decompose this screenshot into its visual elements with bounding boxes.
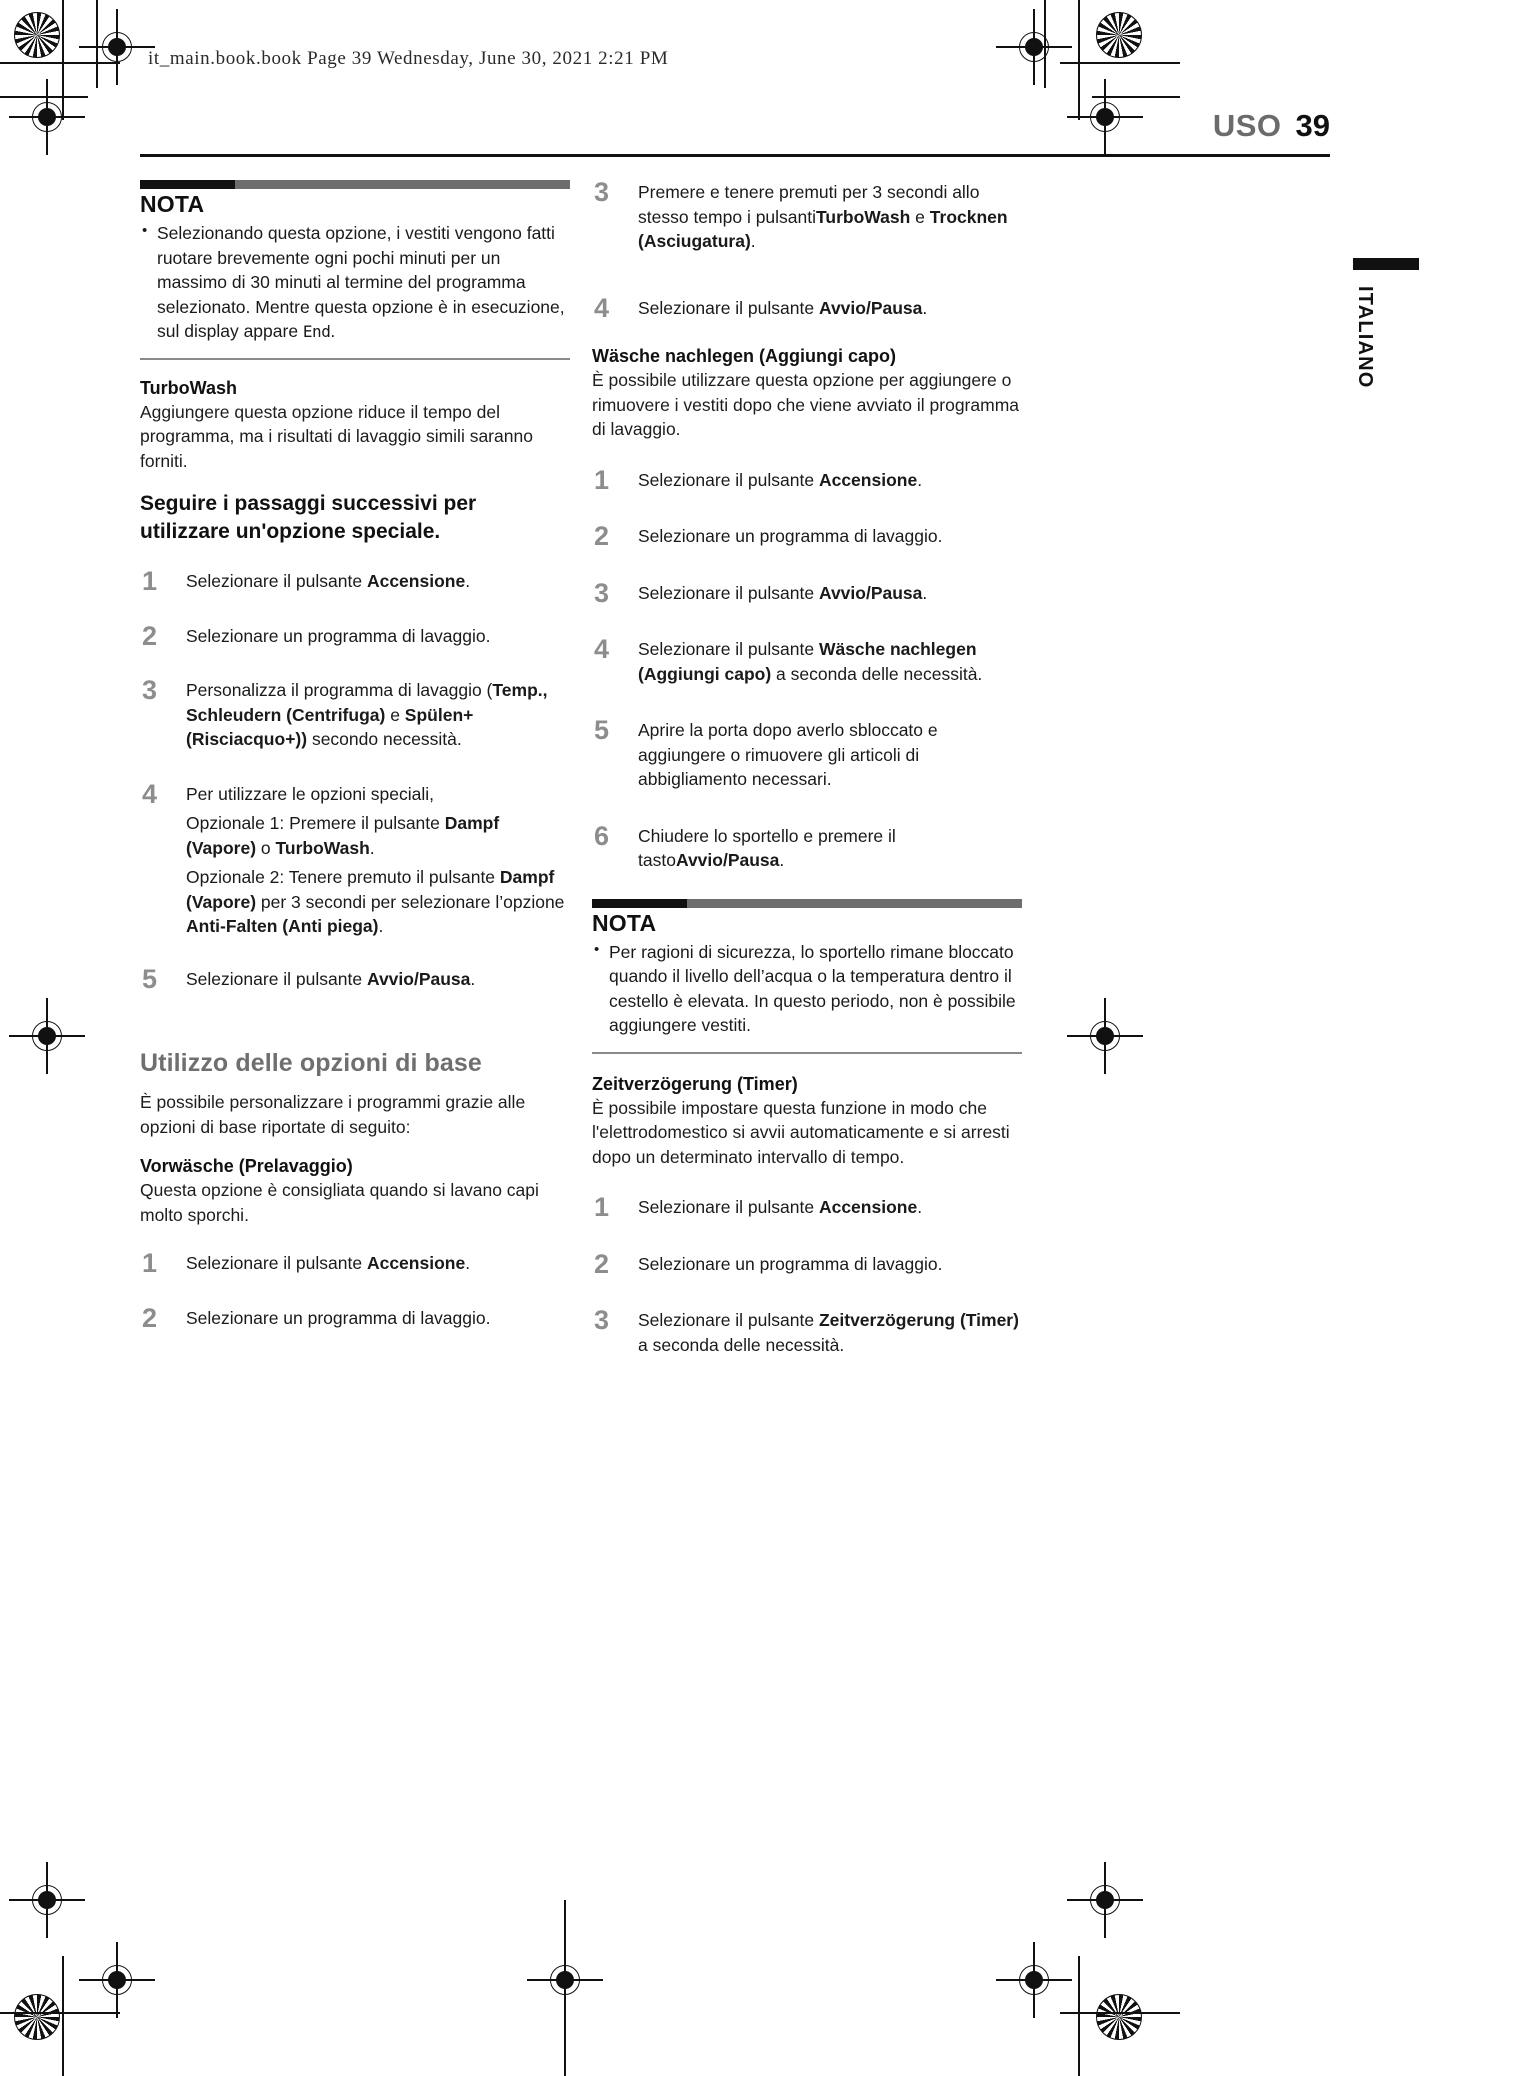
step-number: 5 — [594, 715, 610, 745]
step-number: 3 — [594, 177, 610, 207]
vorwasche-paragraph: Questa opzione è consigliata quando si lavano capi molto sporchi. — [140, 1180, 539, 1225]
nota-rule — [140, 358, 570, 360]
registration-target-right-upper — [1085, 97, 1125, 137]
nota-title: NOTA — [140, 191, 205, 217]
vorwasche-block — [140, 1156, 570, 1227]
registration-target-left-upper — [27, 97, 67, 137]
step-number: 5 — [142, 963, 158, 994]
step-item: 4 Per utilizzare le opzioni speciali, Opzionale 1: Premere il pulsante Dampf (Vapore) o TurboWash. Opzionale 2: Tenere premuto il pulsante Dampf (Vapore) per 3 secondi per selezionare l’opzione Anti-Falten (Anti piega). — [140, 782, 570, 939]
step-item: 6 Chiudere lo sportello e premere il tastoAvvio/Pausa. — [592, 824, 1022, 873]
turbowash-paragraph: Aggiungere questa opzione riduce il tempo del programma, ma i risultati di lavaggio simili saranno forniti. — [140, 401, 533, 471]
wasche-nachlegen-heading: Wäsche nachlegen (Aggiungi capo) — [592, 346, 897, 366]
step-item: 5 Aprire la porta dopo averlo sbloccato e aggiungere o rimuovere gli articoli di abbigliamento necessari. — [592, 718, 1022, 792]
wasche-nachlegen-block — [592, 346, 1022, 442]
crop-line-bottom-right-h — [1060, 2012, 1180, 2014]
step-number: 1 — [594, 464, 610, 495]
step-item: 1 Selezionare il pulsante Accensione. — [592, 1195, 1022, 1220]
step-item: 3 Selezionare il pulsante Zeitverzögerung (Timer) a seconda delle necessità. — [592, 1308, 1022, 1357]
nota-bar — [140, 180, 570, 189]
step-item: 1 Selezionare il pulsante Accensione. — [140, 1251, 570, 1276]
step-item: 4 Selezionare il pulsante Avvio/Pausa. — [592, 296, 1022, 321]
wasche-nachlegen-paragraph: È possibile utilizzare questa opzione per aggiungere o rimuovere i vestiti dopo che viene avviato il programma di lavaggio. — [592, 370, 1019, 439]
registration-target-left-lower — [27, 1880, 67, 1920]
nota-callout-2 — [592, 899, 1022, 1054]
crop-line-bottom-left-h — [0, 2012, 120, 2014]
step-number: 1 — [594, 1192, 610, 1222]
title-rule — [140, 154, 1330, 157]
step-number: 4 — [594, 634, 610, 664]
step-item: 2 Selezionare un programma di lavaggio. — [140, 624, 570, 649]
step-number: 3 — [594, 577, 610, 608]
step-number: 4 — [142, 778, 158, 809]
step-item: 1 Selezionare il pulsante Accensione. — [592, 468, 1022, 493]
registration-target-top-right — [1014, 27, 1054, 67]
lcd-display-text: End — [302, 322, 331, 341]
registration-target-top-left — [97, 27, 137, 67]
special-option-heading: Seguire i passaggi successivi per utilizzare un'opzione speciale. — [140, 492, 477, 543]
crop-line-bottom-left-v — [62, 1956, 64, 2076]
registration-target-left-middle — [27, 1016, 67, 1056]
base-options-intro: È possibile personalizzare i programmi grazie alle opzioni di base riportate di seguito: — [140, 1092, 526, 1137]
nota-item: • Per ragioni di sicurezza, lo sportello rimane bloccato quando il livello dell’acqua o la temperatura dentro il cestello è elevata. In questo periodo, non è possibile aggiungere vestiti. — [592, 940, 1022, 1038]
side-tab-label: ITALIANO — [1354, 286, 1376, 389]
language-side-tab — [1353, 258, 1419, 389]
nota-bar — [592, 899, 1022, 908]
step-item: 3 Selezionare il pulsante Avvio/Pausa. — [592, 581, 1022, 606]
vorwasche-heading: Vorwäsche (Prelavaggio) — [140, 1156, 353, 1177]
right-column — [592, 177, 1022, 1357]
page-title — [1213, 108, 1330, 144]
left-column — [140, 180, 570, 1333]
nota-callout-1 — [140, 180, 570, 360]
step-number: 2 — [594, 521, 610, 551]
step-item: 5 Selezionare il pulsante Avvio/Pausa. — [140, 967, 570, 992]
registration-target-bottom-left — [97, 1960, 137, 2000]
step-item: 1 Selezionare il pulsante Accensione. — [140, 569, 570, 594]
step-number: 2 — [594, 1248, 610, 1279]
side-tab-bar — [1353, 258, 1419, 270]
registration-target-bottom-right — [1014, 1960, 1054, 2000]
step-number: 3 — [594, 1305, 610, 1335]
registration-rosette-top-right — [1096, 12, 1142, 58]
nota-item: • Selezionando questa opzione, i vestiti vengono fatti ruotare brevemente ogni pochi minuti per un massimo di 30 minuti al termine del programma selezionato. Mentre questa opzione è in esecuzione, sul display appare End. — [140, 221, 570, 344]
running-head: it_main.book.book Page 39 Wednesday, June 30, 2021 2:21 PM — [148, 48, 669, 69]
step-suboption-1: Opzionale 1: Premere il pulsante Dampf (Vapore) o TurboWash. — [186, 813, 500, 858]
step-suboption-2: Opzionale 2: Tenere premuto il pulsante Dampf (Vapore) per 3 secondi per selezionare l’opzione Anti-Falten (Anti piega). — [186, 867, 565, 937]
registration-target-right-lower — [1085, 1880, 1125, 1920]
crop-line-top-right-h — [1060, 62, 1180, 64]
zeitverzogerung-block — [592, 1074, 1022, 1170]
turbowash-heading: TurboWash — [140, 377, 237, 398]
base-options-heading: Utilizzo delle opzioni di base — [140, 1049, 482, 1078]
crop-line-top-right-v — [1078, 0, 1080, 120]
step-item: 3 Personalizza il programma di lavaggio (Temp., Schleudern (Centrifuga) e Spülen+ (Risciacquo+)) secondo necessità. — [140, 678, 570, 752]
page-number: 39 — [1295, 108, 1330, 143]
step-item: 2 Selezionare un programma di lavaggio. — [592, 1252, 1022, 1277]
step-number: 2 — [142, 620, 158, 651]
turbowash-block — [140, 378, 570, 474]
registration-rosette-top-left — [14, 12, 60, 58]
page-title-section: USO — [1212, 108, 1282, 143]
step-item: 4 Selezionare il pulsante Wäsche nachlegen (Aggiungi capo) a seconda delle necessità. — [592, 637, 1022, 686]
nota-rule — [592, 1052, 1022, 1054]
nota-title: NOTA — [592, 909, 657, 936]
step-item: 3 Premere e tenere premuti per 3 secondi allo stesso tempo i pulsantiTurboWash e Trocknen (Asciugatura). — [592, 180, 1022, 254]
step-item: 2 Selezionare un programma di lavaggio. — [592, 524, 1022, 549]
registration-rosette-bottom-right — [1096, 1994, 1142, 2040]
step-number: 1 — [142, 566, 158, 597]
zeitverzogerung-paragraph: È possibile impostare questa funzione in modo che l'elettrodomestico si avvii automaticamente e si arresti dopo un determinato intervallo di tempo. — [592, 1097, 1010, 1167]
step-number: 2 — [142, 1302, 158, 1333]
step-number: 3 — [142, 675, 158, 706]
zeitverzogerung-heading: Zeitverzögerung (Timer) — [592, 1073, 798, 1094]
crop-line-bottom-center — [564, 1900, 566, 2076]
registration-rosette-bottom-left — [14, 1994, 60, 2040]
registration-target-right-middle — [1085, 1016, 1125, 1056]
step-number: 1 — [142, 1248, 158, 1279]
crop-line-bottom-right-v — [1078, 1956, 1080, 2076]
step-item: 2 Selezionare un programma di lavaggio. — [140, 1306, 570, 1331]
step-number: 4 — [594, 292, 610, 323]
step-number: 6 — [594, 820, 610, 851]
